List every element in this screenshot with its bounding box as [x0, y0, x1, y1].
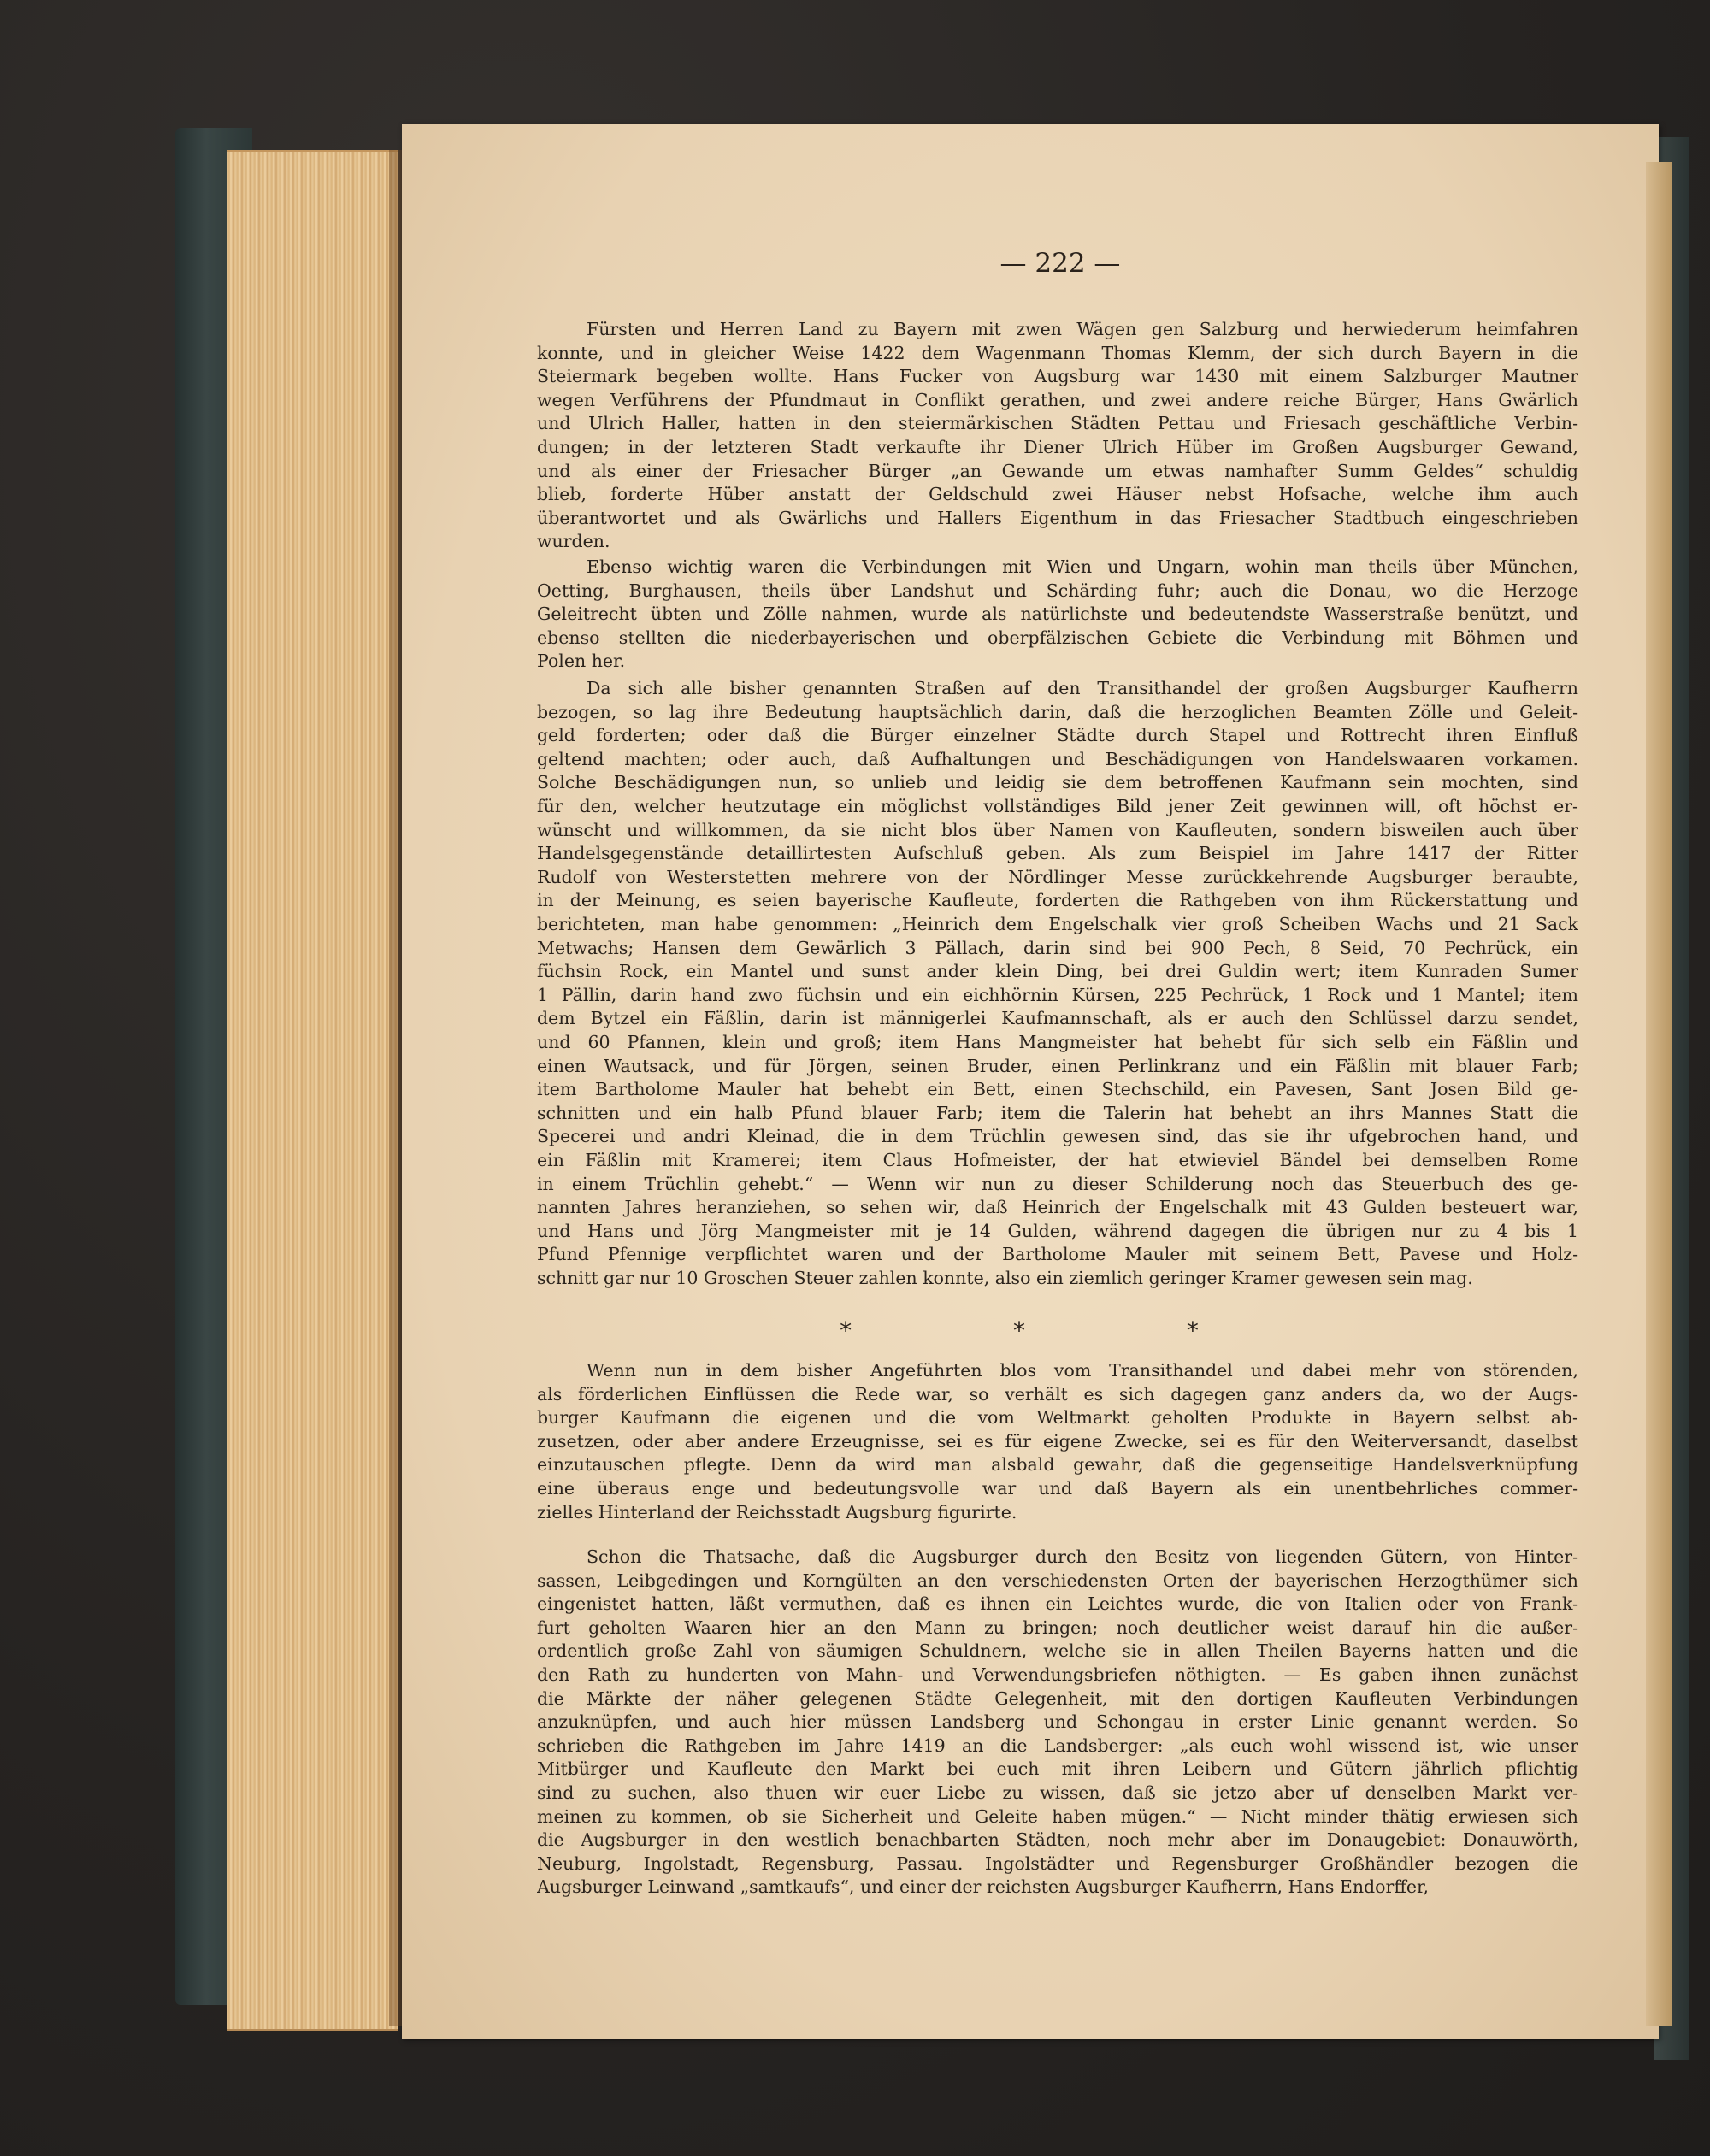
text-line: zusetzen, oder aber andere Erzeugnisse, sei es für eigene Zwecke, sei es für den Weiterversandt, daselbst	[537, 1430, 1578, 1452]
text-line: konnte, und in gleicher Weise 1422 dem Wagenmann Thomas Klemm, der sich durch Bayern in die	[537, 342, 1578, 363]
text-line: schnitten und ein halb Pfund blauer Farb; item die Talerin hat behebt an ihrs Mannes Statt die	[537, 1102, 1578, 1123]
text-line: Steiermark begeben wollte. Hans Fucker von Augsburg war 1430 mit einem Salzburger Mautner	[537, 366, 1578, 387]
text-line: berichteten, man habe genommen: „Heinrich dem Engelschalk vier groß Scheiben Wachs und 21 Sack	[537, 914, 1578, 934]
text-line: überantwortet und als Gwärlichs und Hallers Eigenthum in das Friesacher Stadtbuch eingeschrieben	[537, 507, 1578, 528]
text-line: Handelsgegenstände detaillirtesten Aufschluß geben. Als zum Beispiel im Jahre 1417 der Ritter	[537, 843, 1578, 864]
section-divider-asterisks: * * *	[840, 1317, 1276, 1345]
text-line: Rudolf von Westerstetten mehrere von der Nördlinger Messe zurückkehrende Augsburger beraubte,	[537, 866, 1578, 887]
text-line: Augsburger Leinwand „samtkaufs“, und einer der reichsten Augsburger Kaufherrn, Hans Endorffer,	[537, 1876, 1430, 1898]
text-line: furt geholten Waaren hier an den Mann zu bringen; noch deutlicher weist darauf hin die außer-	[537, 1617, 1578, 1638]
text-line: schnitt gar nur 10 Groschen Steuer zahlen konnte, also ein ziemlich geringer Kramer gewesen sein mag.	[537, 1268, 1473, 1288]
text-line: den Rath zu hunderten von Mahn- und Verwendungsbriefen nöthigten. — Es gaben ihnen zunächst	[537, 1664, 1578, 1685]
text-line: ebenso stellten die niederbayerischen und oberpfälzischen Gebiete die Verbindung mit Böhmen und	[537, 627, 1578, 648]
text-line: geld forderten; oder daß die Bürger einzelner Städte durch Stapel und Rottrecht ihren Einfluß	[537, 725, 1578, 746]
text-line: und 60 Pfannen, klein und groß; item Hans Mangmeister hat behebt für sich selb ein Fäßlin und	[537, 1032, 1578, 1052]
text-line: füchsin Rock, ein Mantel und sunst ander klein Ding, bei drei Guldin wert; item Kunraden Sumer	[537, 961, 1578, 982]
text-line: Geleitrecht übten und Zölle nahmen, wurde als natürlichste und bedeutendste Wasserstraße benützt, und	[537, 604, 1578, 625]
text-line: meinen zu kommen, ob sie Sicherheit und Geleite haben mügen.“ — Nicht minder thätig erwiesen sich	[537, 1806, 1578, 1827]
paragraph-p5	[537, 1546, 1578, 1900]
text-line: einen Wautsack, und für Jörgen, seinen Bruder, einen Perlinkranz und ein Fäßlin mit blauer Farb;	[537, 1055, 1578, 1076]
page-number: — 222 —	[999, 248, 1121, 279]
text-line: schrieben die Rathgeben im Jahre 1419 an die Landsberger: „als euch wohl wissend ist, wie unser	[537, 1735, 1578, 1756]
text-line: Solche Beschädigungen nun, so unlieb und leidig sie dem betroffenen Kaufmann sein mochten, sind	[537, 772, 1578, 793]
text-line: dem Bytzel ein Fäßlin, darin ist männigerlei Kaufmannschaft, als er auch den Schlüssel darzu sendet,	[537, 1008, 1578, 1029]
text-line: und Ulrich Haller, hatten in den steiermärkischen Städten Pettau und Friesach geschäftliche Verbin-	[537, 413, 1578, 434]
text-line: sind zu suchen, also thuen wir euer Liebe zu wissen, daß sie jetzo aber uf denselben Markt ver-	[537, 1782, 1578, 1803]
text-line: Ebenso wichtig waren die Verbindungen mit Wien und Ungarn, wohin man theils über München,	[587, 557, 1578, 577]
text-line: die Märkte der näher gelegenen Städte Gelegenheit, mit den dortigen Kaufleuten Verbindungen	[537, 1688, 1578, 1709]
text-line: in einem Trüchlin gehebt.“ — Wenn wir nun zu dieser Schilderung noch das Steuerbuch des ge-	[537, 1173, 1578, 1194]
text-line: item Bartholome Mauler hat behebt ein Bett, einen Stechschild, ein Pavesen, Sant Josen Bild ge-	[537, 1079, 1578, 1100]
text-line: Da sich alle bisher genannten Straßen auf den Transithandel der großen Augsburger Kaufherrn	[587, 678, 1578, 698]
text-line: eine überaus enge und bedeutungsvolle war und daß Bayern als ein unentbehrliches commer-	[537, 1478, 1578, 1499]
text-line: Oetting, Burghausen, theils über Landshut und Schärding fuhr; auch die Donau, wo die Herzoge	[537, 580, 1578, 601]
paragraph-p2	[537, 556, 1578, 674]
text-line: sassen, Leibgedingen und Korngülten an den verschiedensten Orten der bayerischen Herzogthümer sich	[537, 1570, 1578, 1591]
text-line: in der Meinung, es seien bayerische Kaufleute, forderten die Rathgeben von ihm Rückerstattung und	[537, 890, 1578, 911]
text-line: und als einer der Friesacher Bürger „an Gewande um etwas namhafter Summ Geldes“ schuldig	[537, 460, 1578, 481]
page-right-edge	[1646, 162, 1672, 2026]
text-line: und Hans und Jörg Mangmeister mit je 14 Gulden, während dagegen die übrigen nur zu 4 bis 1	[537, 1220, 1578, 1241]
text-line: blieb, forderte Hüber anstatt der Geldschuld zwei Häuser nebst Hofsache, welche ihm auch	[537, 484, 1578, 505]
text-line: wurden.	[537, 531, 610, 552]
text-line: Metwachs; Hansen dem Gewärlich 3 Pällach, darin sind bei 900 Pech, 8 Seid, 70 Pechrück, ein	[537, 937, 1578, 958]
text-line: wünscht und willkommen, da sie nicht blos über Namen von Kaufleuten, sondern bisweilen auch über	[537, 819, 1578, 840]
text-line: bezogen, so lag ihre Bedeutung hauptsächlich darin, daß die herzoglichen Beamten Zölle und Geleit-	[537, 701, 1578, 722]
text-line: Wenn nun in dem bisher Angeführten blos vom Transithandel und dabei mehr von störenden,	[587, 1360, 1578, 1381]
paragraph-p1	[537, 318, 1578, 554]
text-line: Fürsten und Herren Land zu Bayern mit zwen Wägen gen Salzburg und herwiederum heimfahren	[587, 319, 1578, 339]
page-edges	[227, 150, 398, 2031]
text-line: Pfund Pfennige verpflichtet waren und der Bartholome Mauler mit seinem Bett, Pavese und Holz-	[537, 1244, 1578, 1265]
text-line: für den, welcher heutzutage ein möglichst vollständiges Bild jener Zeit gewinnen will, oft höchst er-	[537, 796, 1578, 816]
text-line: zielles Hinterland der Reichsstadt Augsburg figurirte.	[537, 1501, 1017, 1523]
text-line: Mitbürger und Kaufleute den Markt bei euch mit ihren Leibern und Gütern jährlich pflichtig	[537, 1758, 1578, 1780]
text-line: Schon die Thatsache, daß die Augsburger durch den Besitz von liegenden Gütern, von Hinter-	[587, 1546, 1578, 1567]
text-line: einzutauschen pflegte. Denn da wird man alsbald gewahr, daß die gegenseitige Handelsverknüpfung	[537, 1454, 1578, 1476]
text-line: nannten Jahres heranziehen, so sehen wir, daß Heinrich der Engelschalk mit 43 Gulden besteuert war,	[537, 1197, 1578, 1218]
text-line: geltend machten; oder auch, daß Aufhaltungen und Beschädigungen von Handelswaaren vorkamen.	[537, 748, 1578, 769]
text-line: 1 Pällin, darin hand zwo füchsin und ein eichhörnin Kürsen, 225 Pechrück, 1 Rock und 1 Mantel; item	[537, 984, 1578, 1005]
paragraph-p4	[537, 1359, 1578, 1524]
text-line: die Augsburger in den westlich benachbarten Städten, noch mehr aber im Donaugebiet: Donauwörth,	[537, 1829, 1578, 1851]
text-line: als förderlichen Einflüssen die Rede war, so verhält es sich dagegen ganz anders da, wo der Augs-	[537, 1383, 1578, 1405]
text-line: ordentlich große Zahl von säumigen Schuldnern, welche sie in allen Theilen Bayerns hatten und die	[537, 1641, 1578, 1662]
paragraph-p3	[537, 677, 1578, 1291]
text-line: Neuburg, Ingolstadt, Regensburg, Passau. Ingolstädter und Regensburger Großhändler bezogen die	[537, 1853, 1578, 1874]
text-line: Specerei und andri Kleinad, die in dem Trüchlin gewesen sind, das sie ihr ufgebrochen hand, und	[537, 1126, 1578, 1147]
text-line: Polen her.	[537, 651, 626, 672]
text-line: ein Fäßlin mit Kramerei; item Claus Hofmeister, der hat etwieviel Bändel bei demselben Rome	[537, 1150, 1578, 1170]
text-line: eingenistet hatten, läßt vermuthen, daß es ihnen ein Leichtes wurde, die von Italien oder von Frank-	[537, 1593, 1578, 1615]
text-line: wegen Verführens der Pfundmaut in Conflikt gerathen, und zwei andere reiche Bürger, Hans Gwärlich	[537, 389, 1578, 410]
text-line: burger Kaufmann die eigenen und die vom Weltmarkt geholten Produkte in Bayern selbst ab-	[537, 1407, 1578, 1428]
text-line: dungen; in der letzteren Stadt verkaufte ihr Diener Ulrich Hüber im Großen Augsburger Gewand,	[537, 437, 1578, 457]
text-line: anzuknüpfen, und auch hier müssen Landsberg und Schongau in erster Linie genannt werden. So	[537, 1711, 1578, 1733]
